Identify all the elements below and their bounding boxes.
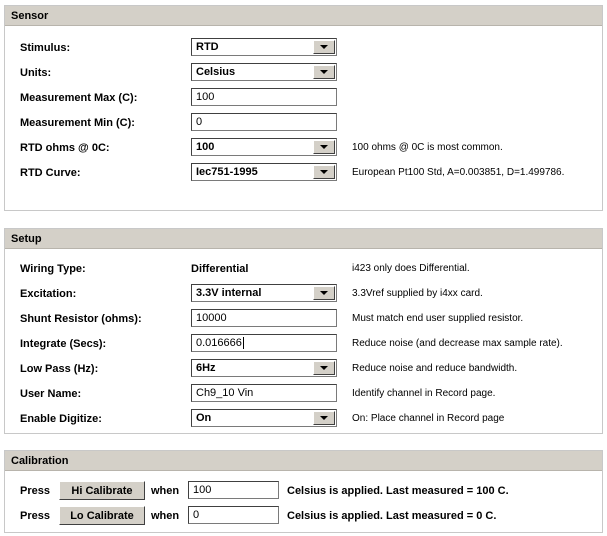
excitation-value: 3.3V internal bbox=[196, 287, 262, 299]
text-caret bbox=[243, 337, 244, 349]
chevron-down-icon[interactable] bbox=[313, 40, 335, 54]
digitize-value: On bbox=[196, 412, 212, 424]
hi-calibrate-input[interactable]: 100 bbox=[188, 481, 279, 499]
rtd-ohms-row bbox=[5, 138, 602, 160]
rtd-ohms-note: 100 ohms @ 0C is most common. bbox=[352, 142, 503, 153]
excitation-label: Excitation: bbox=[20, 288, 77, 300]
rtd-ohms-select[interactable] bbox=[191, 138, 337, 156]
integrate-input[interactable] bbox=[191, 334, 337, 352]
lowpass-label: Low Pass (Hz): bbox=[20, 363, 99, 375]
rtd-curve-note: European Pt100 Std, A=0.003851, D=1.499786. bbox=[352, 167, 565, 178]
meas-min-input[interactable]: 0 bbox=[191, 113, 337, 131]
lowpass-value: 6Hz bbox=[196, 362, 216, 374]
lo-calibrate-input[interactable]: 0 bbox=[188, 506, 279, 524]
meas-min-label: Measurement Min (C): bbox=[20, 117, 135, 129]
shunt-label: Shunt Resistor (ohms): bbox=[20, 313, 142, 325]
stimulus-value: RTD bbox=[196, 41, 219, 53]
units-row bbox=[5, 63, 602, 85]
rtd-curve-value: Iec751-1995 bbox=[196, 166, 258, 178]
chevron-down-icon[interactable] bbox=[313, 286, 335, 300]
hi-calibrate-button[interactable]: Hi Calibrate bbox=[59, 481, 145, 500]
stimulus-label: Stimulus: bbox=[20, 42, 71, 54]
integrate-row bbox=[5, 334, 602, 356]
excitation-row bbox=[5, 284, 602, 306]
username-label: User Name: bbox=[20, 388, 82, 400]
lo-press-label: Press bbox=[20, 510, 50, 522]
rtd-curve-label: RTD Curve: bbox=[20, 167, 81, 179]
wiring-value: Differential bbox=[191, 263, 249, 275]
rtd-curve-row bbox=[5, 163, 602, 185]
sensor-panel bbox=[4, 5, 603, 211]
digitize-label: Enable Digitize: bbox=[20, 413, 102, 425]
units-value: Celsius bbox=[196, 66, 236, 78]
sensor-panel-title: Sensor bbox=[5, 6, 602, 26]
shunt-row bbox=[5, 309, 602, 331]
integrate-label: Integrate (Secs): bbox=[20, 338, 107, 350]
rtd-curve-select[interactable] bbox=[191, 163, 337, 181]
integrate-value: 0.016666 bbox=[196, 337, 242, 349]
calibration-panel-title: Calibration bbox=[5, 451, 602, 471]
chevron-down-icon[interactable] bbox=[313, 140, 335, 154]
rtd-ohms-label: RTD ohms @ 0C: bbox=[20, 142, 110, 154]
shunt-note: Must match end user supplied resistor. bbox=[352, 313, 524, 324]
wiring-note: i423 only does Differential. bbox=[352, 263, 470, 274]
lo-calibrate-button[interactable]: Lo Calibrate bbox=[59, 506, 145, 525]
digitize-row bbox=[5, 409, 602, 431]
hi-when-label: when bbox=[151, 485, 180, 497]
meas-min-row bbox=[5, 113, 602, 135]
excitation-select[interactable] bbox=[191, 284, 337, 302]
chevron-down-icon[interactable] bbox=[313, 361, 335, 375]
units-select[interactable] bbox=[191, 63, 337, 81]
setup-panel bbox=[4, 228, 603, 434]
chevron-down-icon[interactable] bbox=[313, 411, 335, 425]
digitize-select[interactable] bbox=[191, 409, 337, 427]
username-row bbox=[5, 384, 602, 406]
rtd-ohms-value: 100 bbox=[196, 141, 215, 153]
excitation-note: 3.3Vref supplied by i4xx card. bbox=[352, 288, 483, 299]
calibration-panel bbox=[4, 450, 603, 533]
lo-calibrate-row bbox=[5, 506, 602, 528]
username-input[interactable]: Ch9_10 Vin bbox=[191, 384, 337, 402]
lowpass-row bbox=[5, 359, 602, 381]
hi-press-label: Press bbox=[20, 485, 50, 497]
username-note: Identify channel in Record page. bbox=[352, 388, 496, 399]
meas-max-label: Measurement Max (C): bbox=[20, 92, 138, 104]
lo-calibrate-status: Celsius is applied. Last measured = 0 C. bbox=[287, 510, 497, 522]
stimulus-select[interactable] bbox=[191, 38, 337, 56]
digitize-note: On: Place channel in Record page bbox=[352, 413, 505, 424]
integrate-note: Reduce noise (and decrease max sample rate). bbox=[352, 338, 563, 349]
stimulus-row bbox=[5, 38, 602, 60]
meas-max-input[interactable]: 100 bbox=[191, 88, 337, 106]
chevron-down-icon[interactable] bbox=[313, 165, 335, 179]
lowpass-note: Reduce noise and reduce bandwidth. bbox=[352, 363, 518, 374]
wiring-label: Wiring Type: bbox=[20, 263, 86, 275]
meas-max-row bbox=[5, 88, 602, 110]
units-label: Units: bbox=[20, 67, 52, 79]
chevron-down-icon[interactable] bbox=[313, 65, 335, 79]
wiring-row bbox=[5, 259, 602, 281]
shunt-input[interactable]: 10000 bbox=[191, 309, 337, 327]
lo-when-label: when bbox=[151, 510, 180, 522]
setup-panel-title: Setup bbox=[5, 229, 602, 249]
lowpass-select[interactable] bbox=[191, 359, 337, 377]
hi-calibrate-row bbox=[5, 481, 602, 503]
hi-calibrate-status: Celsius is applied. Last measured = 100 C. bbox=[287, 485, 509, 497]
